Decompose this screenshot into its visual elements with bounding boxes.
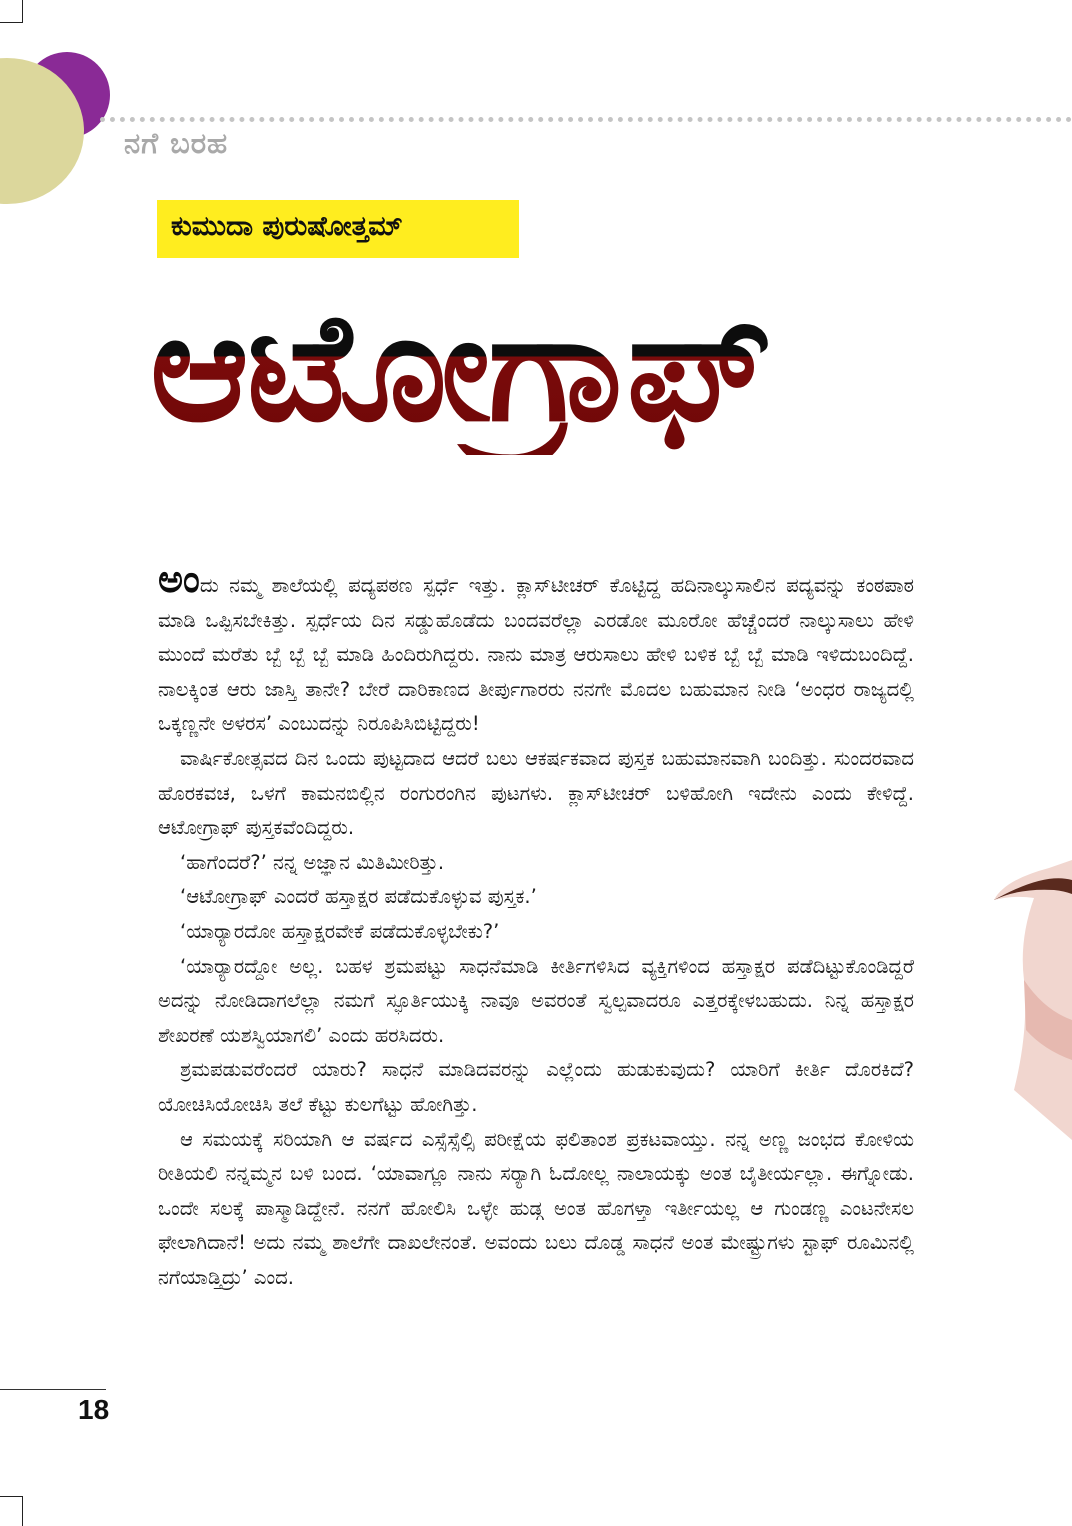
section-label: ನಗೆ ಬರಹ [124, 126, 229, 160]
article-paragraph: ‘ಆಟೋಗ್ರಾಫ್ ಎಂದರೆ ಹಸ್ತಾಕ್ಷರ ಪಡೆದುಕೊಳ್ಳುವ ಪುಸ್ತಕ.’ [180, 885, 537, 909]
article-paragraph: ಶ್ರಮಪಡುವರೆಂದರೆ ಯಾರು? ಸಾಧನೆ ಮಾಡಿದವರನ್ನು ಎಲ್ಲೆಂದು ಹುಡುಕುವುದು? ಯಾರಿಗೆ ಕೀರ್ತಿ ದೊರಕಿದೆ? ಯೋಚಿಸಿಯೋಚಿಸಿ ತಲೆ ಕೆಟ್ಟು ಕುಲಗೆಟ್ಟು ಹೋಗಿತ್ತು. [158, 1058, 914, 1116]
author-highlight-box [157, 200, 519, 258]
header-dotted-rule [100, 117, 1072, 122]
title-block [150, 282, 770, 540]
article-body [158, 557, 914, 1295]
page-title: ಆಟೋಗ್ರಾಫ್ [150, 281, 770, 455]
author-name: ಕುಮುದಾ ಪುರುಷೋತ್ತಮ್ [171, 211, 403, 242]
article-paragraph: ವಾರ್ಷಿಕೋತ್ಸವದ ದಿನ ಒಂದು ಪುಟ್ಟದಾದ ಆದರೆ ಬಲು ಆಕರ್ಷಕವಾದ ಪುಸ್ತಕ ಬಹುಮಾನವಾಗಿ ಬಂದಿತ್ತು. ಸುಂದರವಾದ ಹೊರಕವಚ, ಒಳಗೆ ಕಾಮನಬಿಲ್ಲಿನ ರಂಗುರಂಗಿನ ಪುಟಗಳು. ಕ್ಲಾಸ್‌ಟೀಚರ್ ಬಳಿಹೋಗಿ ಇದೇನು ಎಂದು ಕೇಳಿದ್ದೆ. ಆಟೋಗ್ರಾಫ್ ಪುಸ್ತಕವೆಂದಿದ್ದರು. [158, 746, 914, 840]
drop-cap: ಅಂ [158, 557, 200, 601]
crop-mark-top-left [0, 0, 23, 23]
article-paragraph: ‘ಯಾರ್‍ಯಾರದೋ ಹಸ್ತಾಕ್ಷರವೇಕೆ ಪಡೆದುಕೊಳ್ಳಬೇಕು?’ [180, 919, 500, 943]
article-paragraph: ಆ ಸಮಯಕ್ಕೆ ಸರಿಯಾಗಿ ಆ ವರ್ಷದ ಎಸ್ಸೆಸ್ಸೆಲ್ಸಿ ಪರೀಕ್ಷೆಯ ಫಲಿತಾಂಶ ಪ್ರಕಟವಾಯ್ತು. ನನ್ನ ಅಣ್ಣ ಜಂಭದ ಕೋಳಿಯ ರೀತಿಯಲಿ ನನ್ನಮ್ಮನ ಬಳಿ ಬಂದ. ‘ಯಾವಾಗ್ಲೂ ನಾನು ಸರ್‍ಯಾಗಿ ಓದೋಲ್ಲ ನಾಲಾಯಕ್ಕು ಅಂತ ಬೈತೀರ್ಯಲ್ಲಾ. ಈಗ್ನೋಡು. ಒಂದೇ ಸಲಕ್ಕೆ ಪಾಸ್ಮಾಡಿದ್ದೇನೆ. ನನಗೆ ಹೋಲಿಸಿ ಒಳ್ಳೇ ಹುಡ್ಗ ಅಂತ ಹೊಗಳ್ತಾ ಇರ್ತೀಯಲ್ಲ ಆ ಗುಂಡಣ್ಣ ಎಂಟನೇಸಲ ಫೇಲಾಗಿದಾನೆ! ಅದು ನಮ್ಮ ಶಾಲೆಗೇ ದಾಖಲೇನಂತೆ. ಅವಂದು ಬಲು ದೊಡ್ಡ ಸಾಧನೆ ಅಂತ ಮೇಷ್ಟ್ರುಗಳು ಸ್ಟಾಫ್ ರೂಮಿನಲ್ಲಿ ನಗೆಯಾಡ್ತಿದ್ರು’ ಎಂದ. [158, 1127, 914, 1289]
paragraph-text: ದು ನಮ್ಮ ಶಾಲೆಯಲ್ಲಿ ಪದ್ಯಪಠಣ ಸ್ಪರ್ಧೆ ಇತ್ತು. ಕ್ಲಾಸ್‌ಟೀಚರ್ ಕೊಟ್ಟಿದ್ದ ಹದಿನಾಲ್ಕುಸಾಲಿನ ಪದ್ಯವನ್ನು ಕಂಠಪಾಠ ಮಾಡಿ ಒಪ್ಪಿಸಬೇಕಿತ್ತು. ಸ್ಪರ್ಧೆಯ ದಿನ ಸಡ್ಡುಹೊಡೆದು ಬಂದವರೆಲ್ಲಾ ಎರಡೋ ಮೂರೋ ಹೆಚ್ಚೆಂದರೆ ನಾಲ್ಕುಸಾಲು ಹೇಳಿ ಮುಂದೆ ಮರೆತು ಬ್ಬೆ ಬ್ಬೆ ಬ್ಬೆ ಮಾಡಿ ಹಿಂದಿರುಗಿದ್ದರು. ನಾನು ಮಾತ್ರ ಆರುಸಾಲು ಹೇಳಿ ಬಳಿಕ ಬ್ಬೆ ಬ್ಬೆ ಮಾಡಿ ಇಳಿದುಬಂದಿದ್ದೆ. ನಾಲಕ್ಕಿಂತ ಆರು ಜಾಸ್ತಿ ತಾನೇ? ಬೇರೆ ದಾರಿಕಾಣದ ತೀರ್ಪುಗಾರರು ನನಗೇ ಮೊದಲ ಬಹುಮಾನ ನೀಡಿ ‘ಅಂಧರ ರಾಜ್ಯದಲ್ಲಿ ಒಕ್ಕಣ್ಣನೇ ಅಳರಸ’ ಎಂಬುದನ್ನು ನಿರೂಪಿಸಿಬಿಟ್ಟಿದ್ದರು! [158, 574, 914, 736]
article-paragraph: ‘ಹಾಗೆಂದರೆ?’ ನನ್ನ ಅಜ್ಞಾನ ಮಿತಿಮೀರಿತ್ತು. [180, 850, 445, 874]
footer-rule [0, 1389, 106, 1390]
article-paragraph: ‘ಯಾರ್‍ಯಾರದ್ದೋ ಅಲ್ಲ. ಬಹಳ ಶ್ರಮಪಟ್ಟು ಸಾಧನೆಮಾಡಿ ಕೀರ್ತಿಗಳಿಸಿದ ವ್ಯಕ್ತಿಗಳಿಂದ ಹಸ್ತಾಕ್ಷರ ಪಡೆದಿಟ್ಟುಕೊಂಡಿದ್ದರೆ ಅದನ್ನು ನೋಡಿದಾಗಲೆಲ್ಲಾ ನಮಗೆ ಸ್ಫೂರ್ತಿಯುಕ್ಕಿ ನಾವೂ ಅವರಂತೆ ಸ್ವಲ್ಪವಾದರೂ ಎತ್ತರಕ್ಕೇಳಬಹುದು. ನಿನ್ನ ಹಸ್ತಾಕ್ಷರ ಶೇಖರಣೆ ಯಶಸ್ವಿಯಾಗಲಿ’ ಎಂದು ಹರಸಿದರು. [158, 954, 914, 1047]
article-paragraph [158, 557, 914, 742]
crop-mark-bottom-left [0, 1496, 23, 1526]
edge-photo-fragment [994, 860, 1072, 1140]
page-number: 18 [78, 1394, 110, 1425]
